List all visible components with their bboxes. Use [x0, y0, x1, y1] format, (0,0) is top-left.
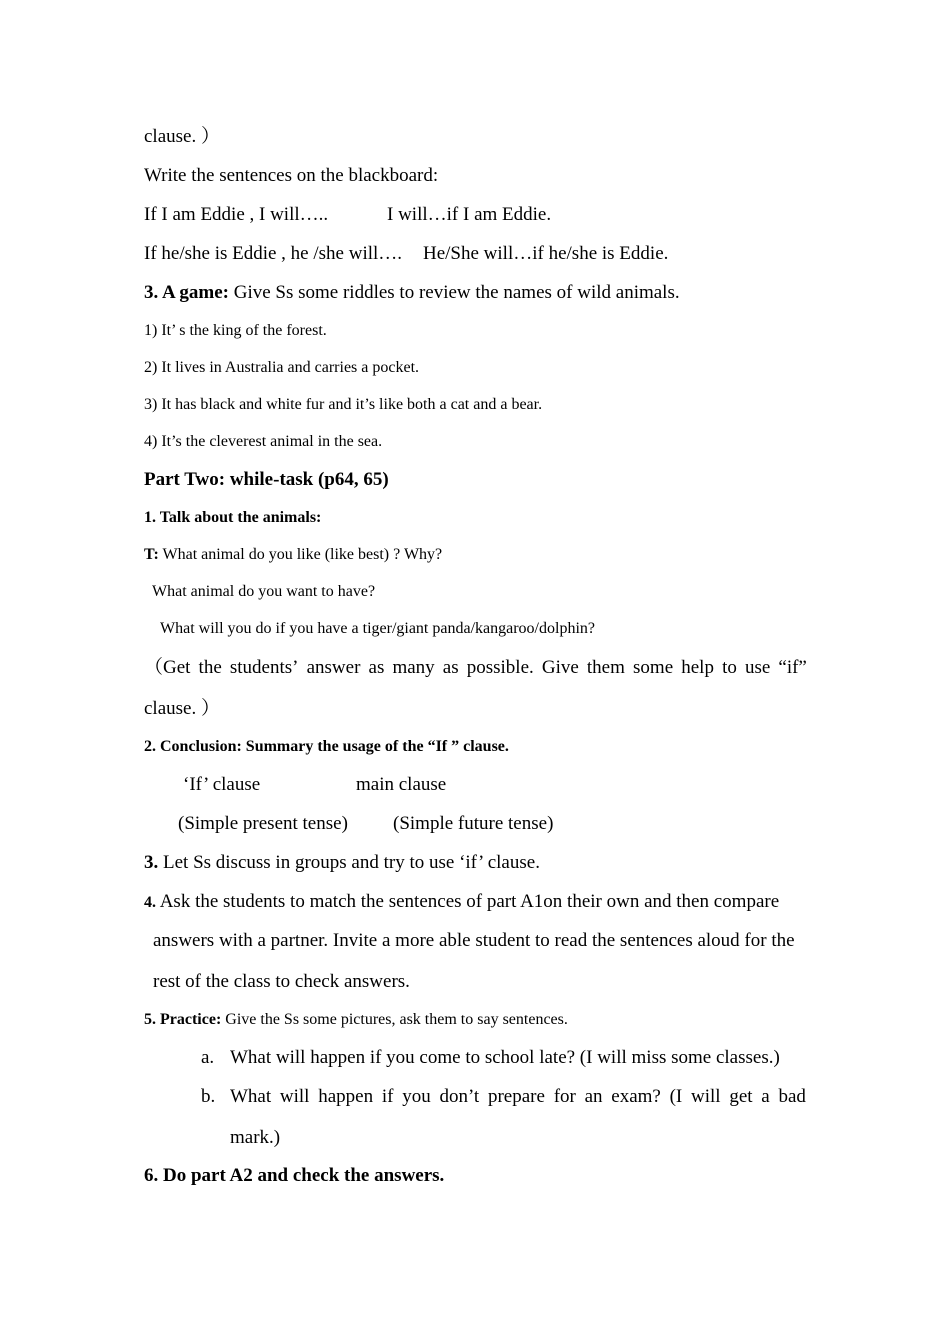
word: answer: [306, 657, 361, 678]
word: possible.: [466, 657, 534, 678]
word: to: [722, 657, 737, 678]
teacher-question-3: What will you do if you have a tiger/giant panda/kangaroo/dolphin?: [160, 620, 595, 637]
word: don’t: [439, 1086, 480, 1107]
talk-heading-text: 1. Talk about the animals:: [144, 509, 322, 526]
word: as: [368, 657, 385, 678]
blackboard-instruction: Write the sentences on the blackboard:: [144, 165, 439, 186]
practice-a-text: What will happen if you come to school late? (I will miss some classes.): [230, 1047, 780, 1068]
teacher-question-2: What animal do you want to have?: [152, 583, 376, 600]
sentence-i-will-if: I will…if I am Eddie.: [387, 204, 552, 225]
practice-item: [144, 1012, 568, 1028]
word: Give: [541, 657, 579, 678]
practice-text: Give the Ss some pictures, ask them to say sentences.: [221, 1011, 568, 1028]
word: for: [553, 1086, 576, 1107]
simple-future-label: (Simple future tense): [393, 813, 554, 834]
word: get: [729, 1086, 753, 1107]
item-4: [144, 892, 779, 911]
practice-b-marker: b.: [201, 1086, 216, 1107]
word: help: [681, 657, 714, 678]
item-3-text: Let Ss discuss in groups and try to use ‘if’ clause.: [158, 852, 540, 873]
word: an: [584, 1086, 603, 1107]
conclusion-text: 2. Conclusion: Summary the usage of the “If ” clause.: [144, 738, 509, 755]
word: bad: [778, 1086, 806, 1107]
word: a: [761, 1086, 770, 1107]
clause-end-line: clause. ）: [144, 126, 220, 147]
word: many: [392, 657, 435, 678]
sentence-if-i-am-eddie: If I am Eddie , I will…..: [144, 204, 329, 225]
word: the: [198, 657, 222, 678]
sentence-if-he-she: If he/she is Eddie , he /she will….: [144, 243, 403, 264]
item-4-text-3: rest of the class to check answers.: [153, 971, 410, 992]
riddle-3: 3) It has black and white fur and it’s like both a cat and a bear.: [144, 396, 543, 413]
word: prepare: [487, 1086, 545, 1107]
simple-present-label: (Simple present tense): [178, 813, 348, 834]
word: “if”: [778, 657, 807, 678]
riddle-2: 2) It lives in Australia and carries a pocket.: [144, 359, 420, 376]
word: as: [442, 657, 459, 678]
word: if: [381, 1086, 394, 1107]
item-6-text: 6. Do part A2 and check the answers.: [144, 1165, 445, 1186]
word: some: [633, 657, 674, 678]
item-3: [144, 853, 540, 872]
riddle-1: 1) It’ s the king of the forest.: [144, 322, 327, 339]
word: use: [744, 657, 771, 678]
word: exam?: [611, 1086, 661, 1107]
word: (I: [669, 1086, 683, 1107]
practice-b-line: [230, 1087, 806, 1106]
practice-a-marker: a.: [201, 1047, 215, 1068]
get-answers-line: [144, 658, 807, 677]
teacher-label: T:: [144, 546, 159, 563]
word: students’: [229, 657, 299, 678]
item-3-number: 3.: [144, 852, 159, 873]
word: happen: [318, 1086, 374, 1107]
word: will: [279, 1086, 310, 1107]
word: （Get: [144, 657, 191, 678]
item-4-number: 4.: [144, 894, 156, 911]
main-clause-label: main clause: [356, 774, 447, 795]
talk-heading: [144, 510, 321, 526]
if-clause-label: ‘If’ clause: [183, 774, 261, 795]
practice-b-continuation: mark.): [230, 1127, 281, 1148]
part-two-heading: [144, 470, 389, 489]
item-4-text-1: Ask the students to match the sentences of part A1on their own and then compare: [156, 891, 780, 912]
part-two-text: Part Two: while-task (p64, 65): [144, 469, 389, 490]
clause-end-line-2: clause. ）: [144, 698, 220, 719]
game-item: [144, 283, 680, 302]
word: you: [402, 1086, 431, 1107]
conclusion-heading: [144, 739, 509, 755]
game-label: 3. A game:: [144, 282, 229, 303]
practice-label: 5. Practice:: [144, 1011, 222, 1028]
word: them: [586, 657, 625, 678]
riddle-4: 4) It’s the cleverest animal in the sea.: [144, 433, 383, 450]
game-text: Give Ss some riddles to review the names of wild animals.: [228, 282, 680, 303]
item-4-text-2: answers with a partner. Invite a more able student to read the sentences aloud for the: [153, 930, 795, 951]
sentence-he-she-will-if: He/She will…if he/she is Eddie.: [423, 243, 669, 264]
teacher-question-1: [144, 547, 442, 563]
word: will: [691, 1086, 721, 1107]
word: What: [230, 1086, 272, 1107]
item-6: [144, 1166, 444, 1185]
teacher-question-1-text: What animal do you like (like best) ? Why?: [158, 546, 443, 563]
